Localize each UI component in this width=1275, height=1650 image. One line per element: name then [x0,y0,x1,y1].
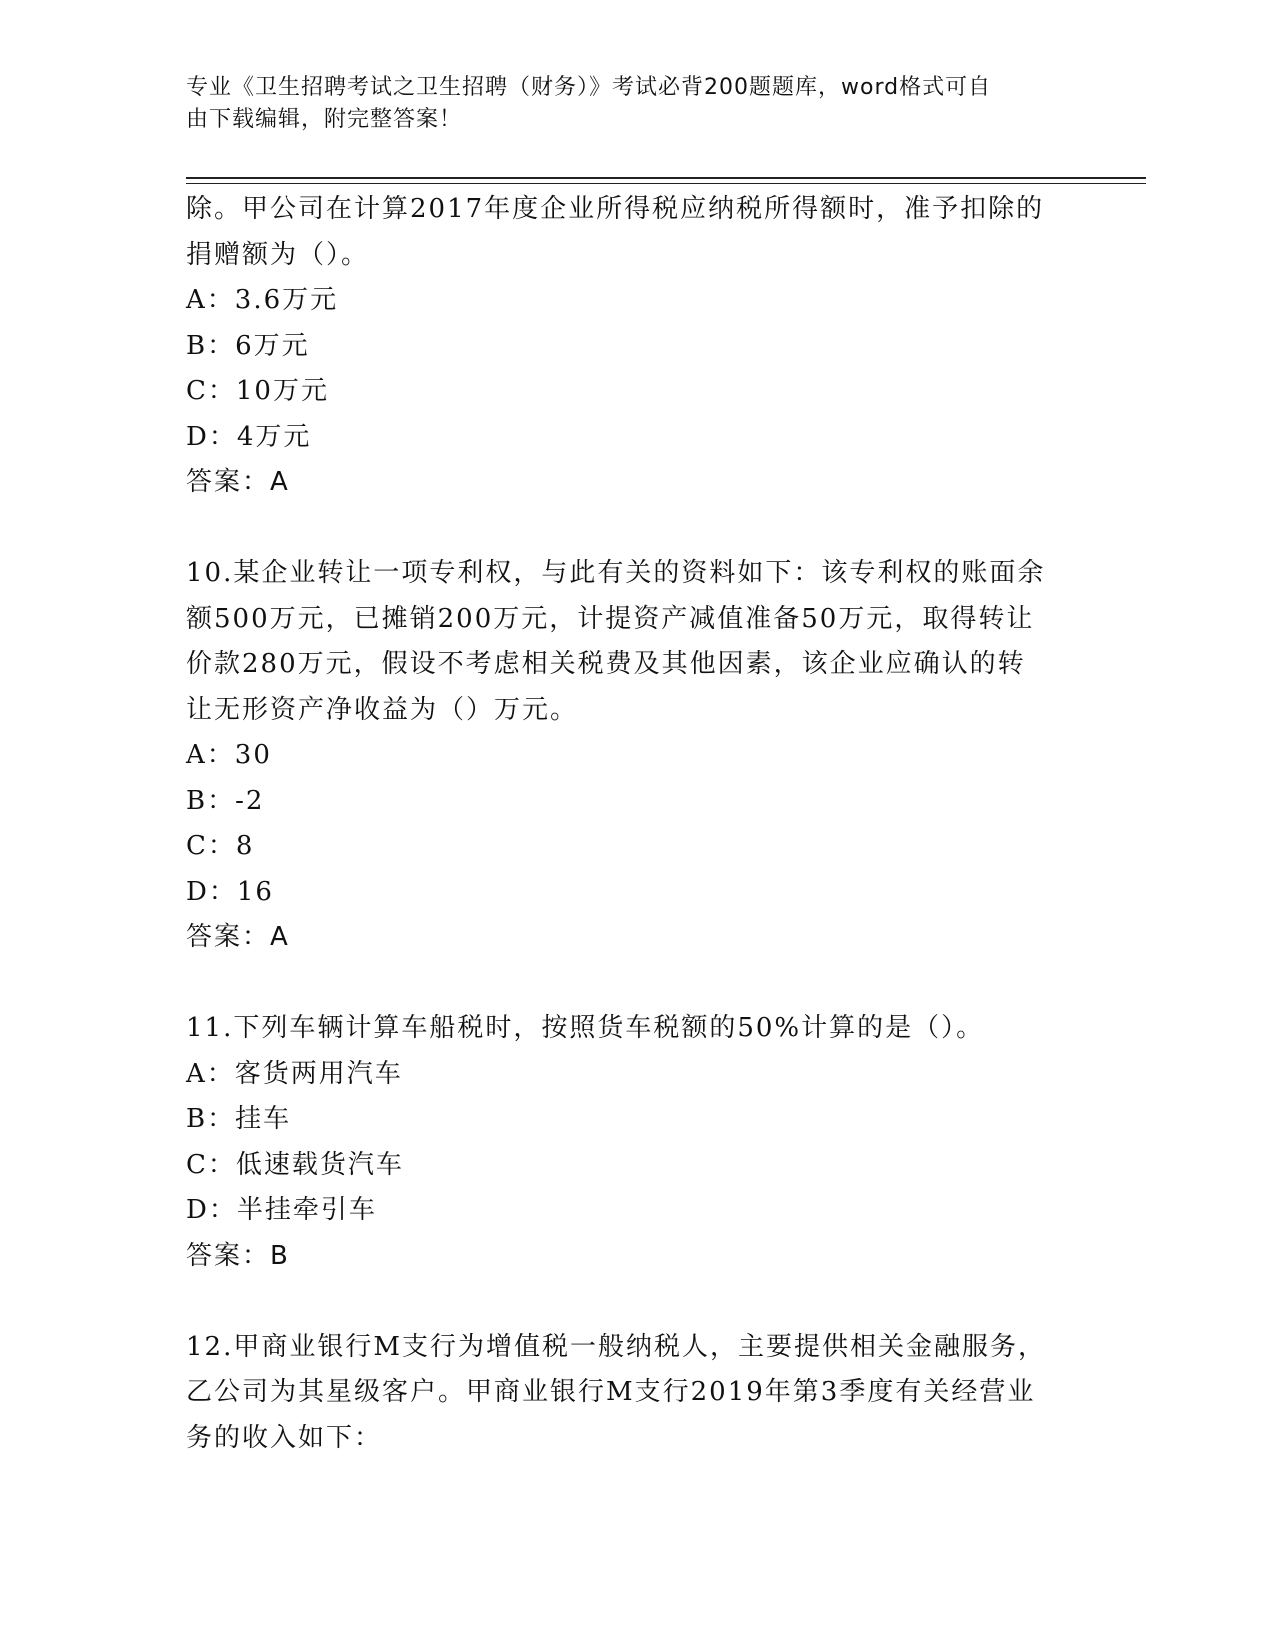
question-12 [186,1325,1086,1462]
document-header [186,72,1066,136]
option-d: D：半挂牵引车 [186,1195,377,1225]
question-stem: 10.某企业转让一项专利权，与此有关的资料如下：该专利权的账面余 [186,558,1046,588]
question-stem: 额500万元，已摊销200万元，计提资产减值准备50万元，取得转让 [186,603,1035,634]
option-b: B：-2 [186,785,265,816]
option-a: A：3.6万元 [186,285,339,315]
question-stem: 11.下列车辆计算车船税时，按照货车税额的50%计算的是（）。 [186,1013,985,1043]
option-c: C：10万元 [186,376,329,406]
option-b: B：挂车 [186,1104,292,1134]
question-stem: 捐赠额为（）。 [186,239,370,270]
question-stem: 12.甲商业银行M支行为增值税一般纳税人，主要提供相关金融服务， [186,1331,1046,1362]
option-a: A：客货两用汽车 [186,1058,403,1089]
question-stem: 让无形资产净收益为（）万元。 [186,694,579,725]
option-d: D：4万元 [186,421,312,452]
header-line-1: 专业《卫生招聘考试之卫生招聘（财务）》考试必背200题题库，word格式可自 [186,75,992,100]
option-b: B：6万元 [186,330,310,361]
document-body [186,187,1086,1461]
spacer [186,506,1086,552]
question-stem: 价款280万元，假设不考虑相关税费及其他因素，该企业应确认的转 [186,649,1026,679]
header-line-2: 由下载编辑，附完整答案！ [186,107,463,132]
answer: 答案：A [186,922,290,952]
answer: 答案：A [186,467,290,497]
question-stem: 除。甲公司在计算2017年度企业所得税应纳税所得额时，准予扣除的 [186,194,1045,224]
header-divider-thin [186,183,1146,184]
question-stem: 乙公司为其星级客户。甲商业银行M支行2019年第3季度有关经营业 [186,1377,1036,1407]
spacer [186,1279,1086,1325]
option-c: C：8 [186,831,255,861]
answer: 答案：B [186,1240,290,1271]
question-10 [186,551,1086,961]
option-d: D：16 [186,876,274,907]
question-11 [186,1006,1086,1279]
question-stem: 务的收入如下： [186,1422,383,1453]
spacer [186,961,1086,1007]
question-9 [186,187,1086,506]
option-a: A：30 [186,740,272,770]
header-divider-thick [186,177,1146,179]
option-c: C：低速载货汽车 [186,1149,404,1180]
